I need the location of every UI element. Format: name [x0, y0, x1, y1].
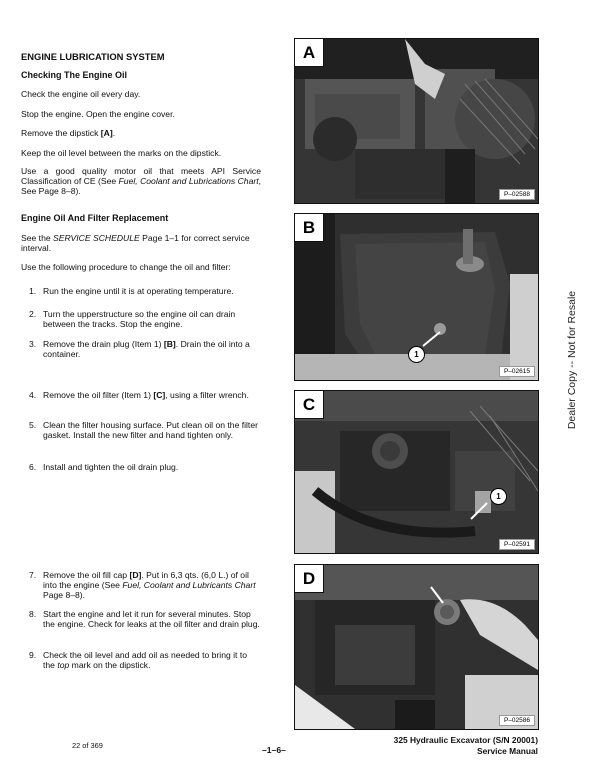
step-text: Run the engine until it is at operating temperature. — [43, 286, 234, 296]
procedure-intro-text: Use the following procedure to change the oil and filter: — [21, 262, 231, 272]
photo-code: P–02588 — [499, 189, 535, 200]
step-text-tail: mark on the dipstick. — [69, 660, 151, 670]
step-text-post: , using a filter wrench. — [165, 390, 249, 400]
motor-oil-pre: Use a good quality motor oil that meets API Service Classification of CE (See — [21, 166, 261, 186]
check-daily-text: Check the engine oil every day. — [21, 89, 141, 99]
stop-engine-text: Stop the engine. Open the engine cover. — [21, 109, 175, 119]
figure-ref-b: [B] — [163, 339, 176, 349]
checking-oil-heading: Checking The Engine Oil — [21, 70, 128, 80]
figure-c-photo — [295, 391, 538, 553]
step-text: Turn the upperstructure so the engine oil can drain between the tracks. Stop the engine. — [43, 309, 236, 329]
figure-letter: A — [295, 39, 324, 67]
step-text: Remove the oil filter (Item 1) — [43, 390, 154, 400]
remove-dipstick-pre: Remove the dipstick — [21, 128, 101, 138]
remove-dipstick-text — [21, 128, 261, 138]
step-number: 9. — [29, 650, 37, 660]
lubricants-chart-ref: Fuel, Coolant and Lubricants Chart — [122, 580, 256, 590]
step-text: Clean the filter housing surface. Put clean oil on the filter gasket. Install the new filter and hand tighten only. — [43, 420, 258, 440]
figure-a-photo — [295, 39, 538, 203]
figure-ref-a: [A] — [100, 128, 113, 138]
service-schedule-text — [21, 233, 261, 253]
step-number: 8. — [29, 609, 37, 619]
photo-code: P–02615 — [499, 366, 535, 377]
section-title: ENGINE LUBRICATION SYSTEM — [21, 51, 165, 62]
figure-c — [294, 390, 539, 554]
figure-letter: D — [295, 565, 324, 593]
step-number: 7. — [29, 570, 37, 580]
photo-code: P–02591 — [499, 539, 535, 550]
step-text-tail: Page 8–8). — [43, 590, 86, 600]
step-text: Remove the oil fill cap — [43, 570, 130, 580]
step-7 — [22, 570, 260, 600]
oil-level-text: Keep the oil level between the marks on the dipstick. — [21, 148, 222, 158]
page-number: –1–6– — [262, 745, 286, 755]
step-5 — [22, 420, 260, 440]
step-number: 5. — [29, 420, 37, 430]
top-mark-emphasis: top — [57, 660, 70, 670]
step-text: Start the engine and let it run for several minutes. Stop the engine. Check for leaks at the oil filter and drain plug. — [43, 609, 260, 629]
model-name: 325 Hydraulic Excavator (S/N 20001) — [393, 735, 538, 745]
motor-oil-text — [21, 166, 261, 196]
item-1-callout: 1 — [408, 346, 425, 363]
step-9 — [22, 650, 260, 670]
step-number: 6. — [29, 462, 37, 472]
step-1 — [22, 286, 260, 296]
dealer-copy-notice — [560, 250, 584, 470]
figure-d — [294, 564, 539, 730]
step-text: Check the oil level and add oil as needed to bring it to the — [43, 650, 247, 670]
figure-a — [294, 38, 539, 204]
step-text: Install and tighten the oil drain plug. — [43, 462, 179, 472]
motor-oil-chart-ref: Fuel, Coolant and Lubrications Chart — [118, 176, 259, 186]
service-schedule-post: Page 1–1 for correct service interval. — [21, 233, 250, 253]
figure-ref-d: [D] — [129, 570, 142, 580]
figure-letter: C — [295, 391, 324, 419]
figure-b — [294, 213, 539, 381]
step-3 — [22, 339, 260, 359]
remove-dipstick-post: . — [112, 128, 116, 138]
step-text-post: . Drain the oil into a container. — [43, 339, 250, 359]
step-number: 1. — [29, 286, 37, 296]
motor-oil-post: , See Page 8–8). — [21, 176, 262, 196]
step-text-post: . Put in 6,3 qts. (6,0 L.) of oil into the engine (See — [43, 570, 249, 590]
service-schedule-ref: SERVICE SCHEDULE — [53, 233, 140, 243]
step-number: 4. — [29, 390, 37, 400]
item-1-callout: 1 — [490, 488, 507, 505]
step-text: Remove the drain plug (Item 1) — [43, 339, 164, 349]
service-schedule-pre: See the — [21, 233, 54, 243]
manual-name: Service Manual — [477, 746, 538, 756]
step-number: 2. — [29, 309, 37, 319]
step-8 — [22, 609, 260, 629]
page-count: 22 of 369 — [72, 741, 103, 750]
figure-ref-c: [C] — [153, 390, 166, 400]
oil-filter-replacement-heading: Engine Oil And Filter Replacement — [21, 213, 169, 223]
figure-letter: B — [295, 214, 324, 242]
step-4 — [22, 390, 260, 400]
step-number: 3. — [29, 339, 37, 349]
photo-code: P–02586 — [499, 715, 535, 726]
figure-d-photo — [295, 565, 538, 729]
step-2 — [22, 309, 260, 329]
step-6 — [22, 462, 260, 472]
dealer-copy-text: Dealer Copy -- Not for Resale — [566, 290, 578, 430]
